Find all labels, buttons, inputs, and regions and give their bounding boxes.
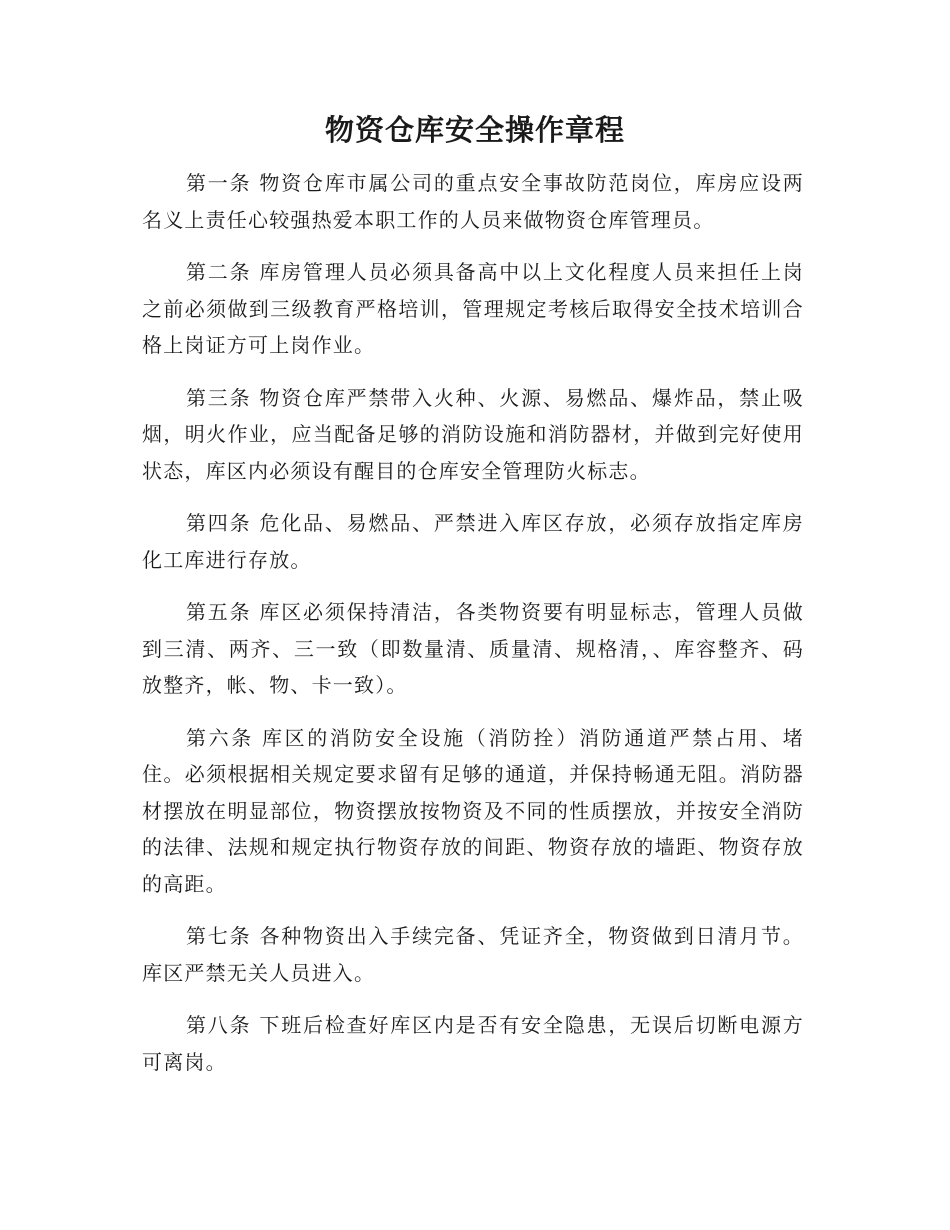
article-3 [142,380,804,490]
article-7 [142,918,804,991]
article-2 [142,254,804,364]
article-text: 库区的消防安全设施（消防拴）消防通道严禁占用、堵住。必须根据相关规定要求留有足够的通道，并保持畅通无阻。消防器材摆放在明显部位，物资摆放按物资及不同的性质摆放，并按安全消防的法律、法规和规定执行物资存放的间距、物资存放的墙距、物资存放的高距。 [142,725,804,896]
article-text: 库房管理人员必须具备高中以上文化程度人员来担任上岗之前必须做到三级教育严格培训，管理规定考核后取得安全技术培训合格上岗证方可上岗作业。 [142,260,804,357]
article-number: 第四条 [186,511,252,535]
article-text: 各种物资出入手续完备、凭证齐全，物资做到日清月节。库区严禁无关人员进入。 [142,924,804,985]
article-number: 第六条 [186,725,254,750]
document-body [142,165,804,1096]
article-text: 下班后检查好库区内是否有安全隐患，无误后切断电源方可离岗。 [142,1013,804,1074]
article-number: 第五条 [186,600,252,624]
article-text: 物资仓库严禁带入火种、火源、易燃品、爆炸品，禁止吸烟，明火作业，应当配备足够的消防设施和消防器材，并做到完好使用状态，库区内必须设有醒目的仓库安全管理防火标志。 [142,385,804,483]
article-4 [142,505,804,578]
article-text: 物资仓库市属公司的重点安全事故防范岗位，库房应设两名义上责任心较强热爱本职工作的人员来做物资仓库管理员。 [142,171,804,232]
document-title: 物资仓库安全操作章程 [324,113,625,147]
article-number: 第三条 [186,385,252,410]
article-text: 库区必须保持清洁，各类物资要有明显标志，管理人员做到三清、两齐、三一致（即数量清、质量清、规格清，、库容整齐、码放整齐，帐、物、卡一致）。 [142,600,804,697]
article-5 [142,594,804,704]
article-1 [142,165,804,238]
article-number: 第一条 [186,171,252,195]
article-number: 第二条 [186,260,252,284]
article-text: 危化品、易燃品、严禁进入库区存放，必须存放指定库房化工库进行存放。 [142,511,804,572]
article-number: 第七条 [186,924,252,948]
article-8 [142,1007,804,1080]
article-6 [142,720,804,903]
article-number: 第八条 [186,1013,252,1037]
